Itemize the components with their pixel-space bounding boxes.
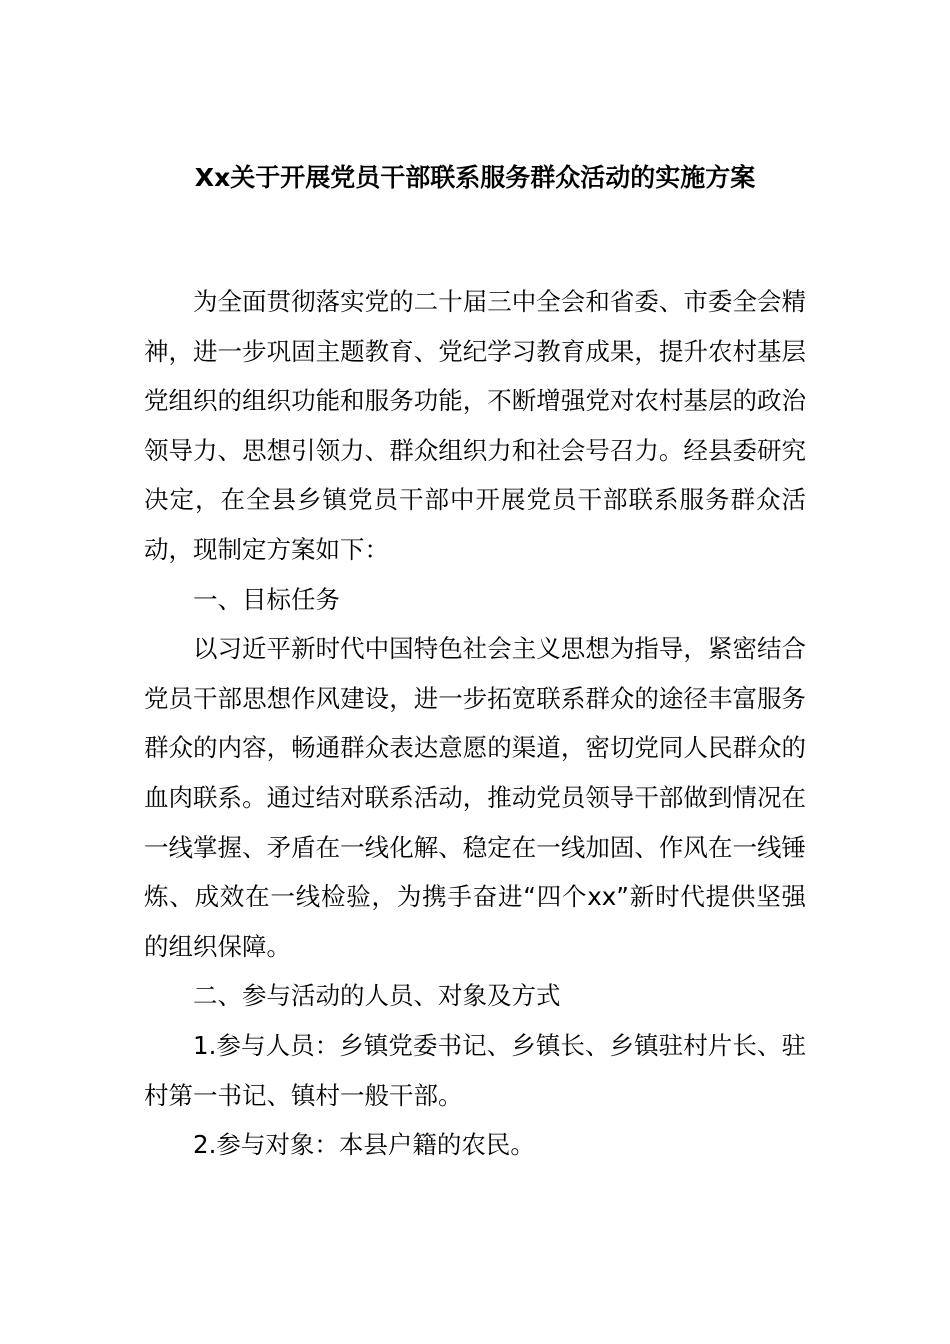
- goals-paragraph: 以习近平新时代中国特色社会主义思想为指导，紧密结合党员干部思想作风建设，进一步拓宽联系群众的途径丰富服务群众的内容，畅通群众表达意愿的渠道，密切党同人民群众的血肉联系。通过结对联系活动，推动党员领导干部做到情况在一线掌握、矛盾在一线化解、稳定在一线加固、作风在一线锤炼、成效在一线检验，为携手奋进“四个xx”新时代提供坚强的组织保障。: [144, 634, 806, 961]
- section-heading-participants: 二、参与活动的人员、对象及方式: [193, 981, 561, 1011]
- intro-paragraph: 为全面贯彻落实党的二十届三中全会和省委、市委全会精神，进一步巩固主题教育、党纪学习教育成果，提升农村基层党组织的组织功能和服务功能，不断增强党对农村基层的政治领导力、思想引领力、群众组织力和社会号召力。经县委研究决定，在全县乡镇党员干部中开展党员干部联系服务群众活动，现制定方案如下：: [144, 287, 806, 564]
- document-title: Xx关于开展党员干部联系服务群众活动的实施方案: [194, 163, 756, 192]
- participants-paragraph: 1.参与人员：乡镇党委书记、乡镇长、乡镇驻村片长、驻村第一书记、镇村一般干部。: [144, 1030, 806, 1110]
- targets-paragraph: 2.参与对象：本县户籍的农民。: [193, 1130, 535, 1160]
- document-body: [144, 277, 806, 1170]
- section-heading-goals: 一、目标任务: [193, 584, 340, 614]
